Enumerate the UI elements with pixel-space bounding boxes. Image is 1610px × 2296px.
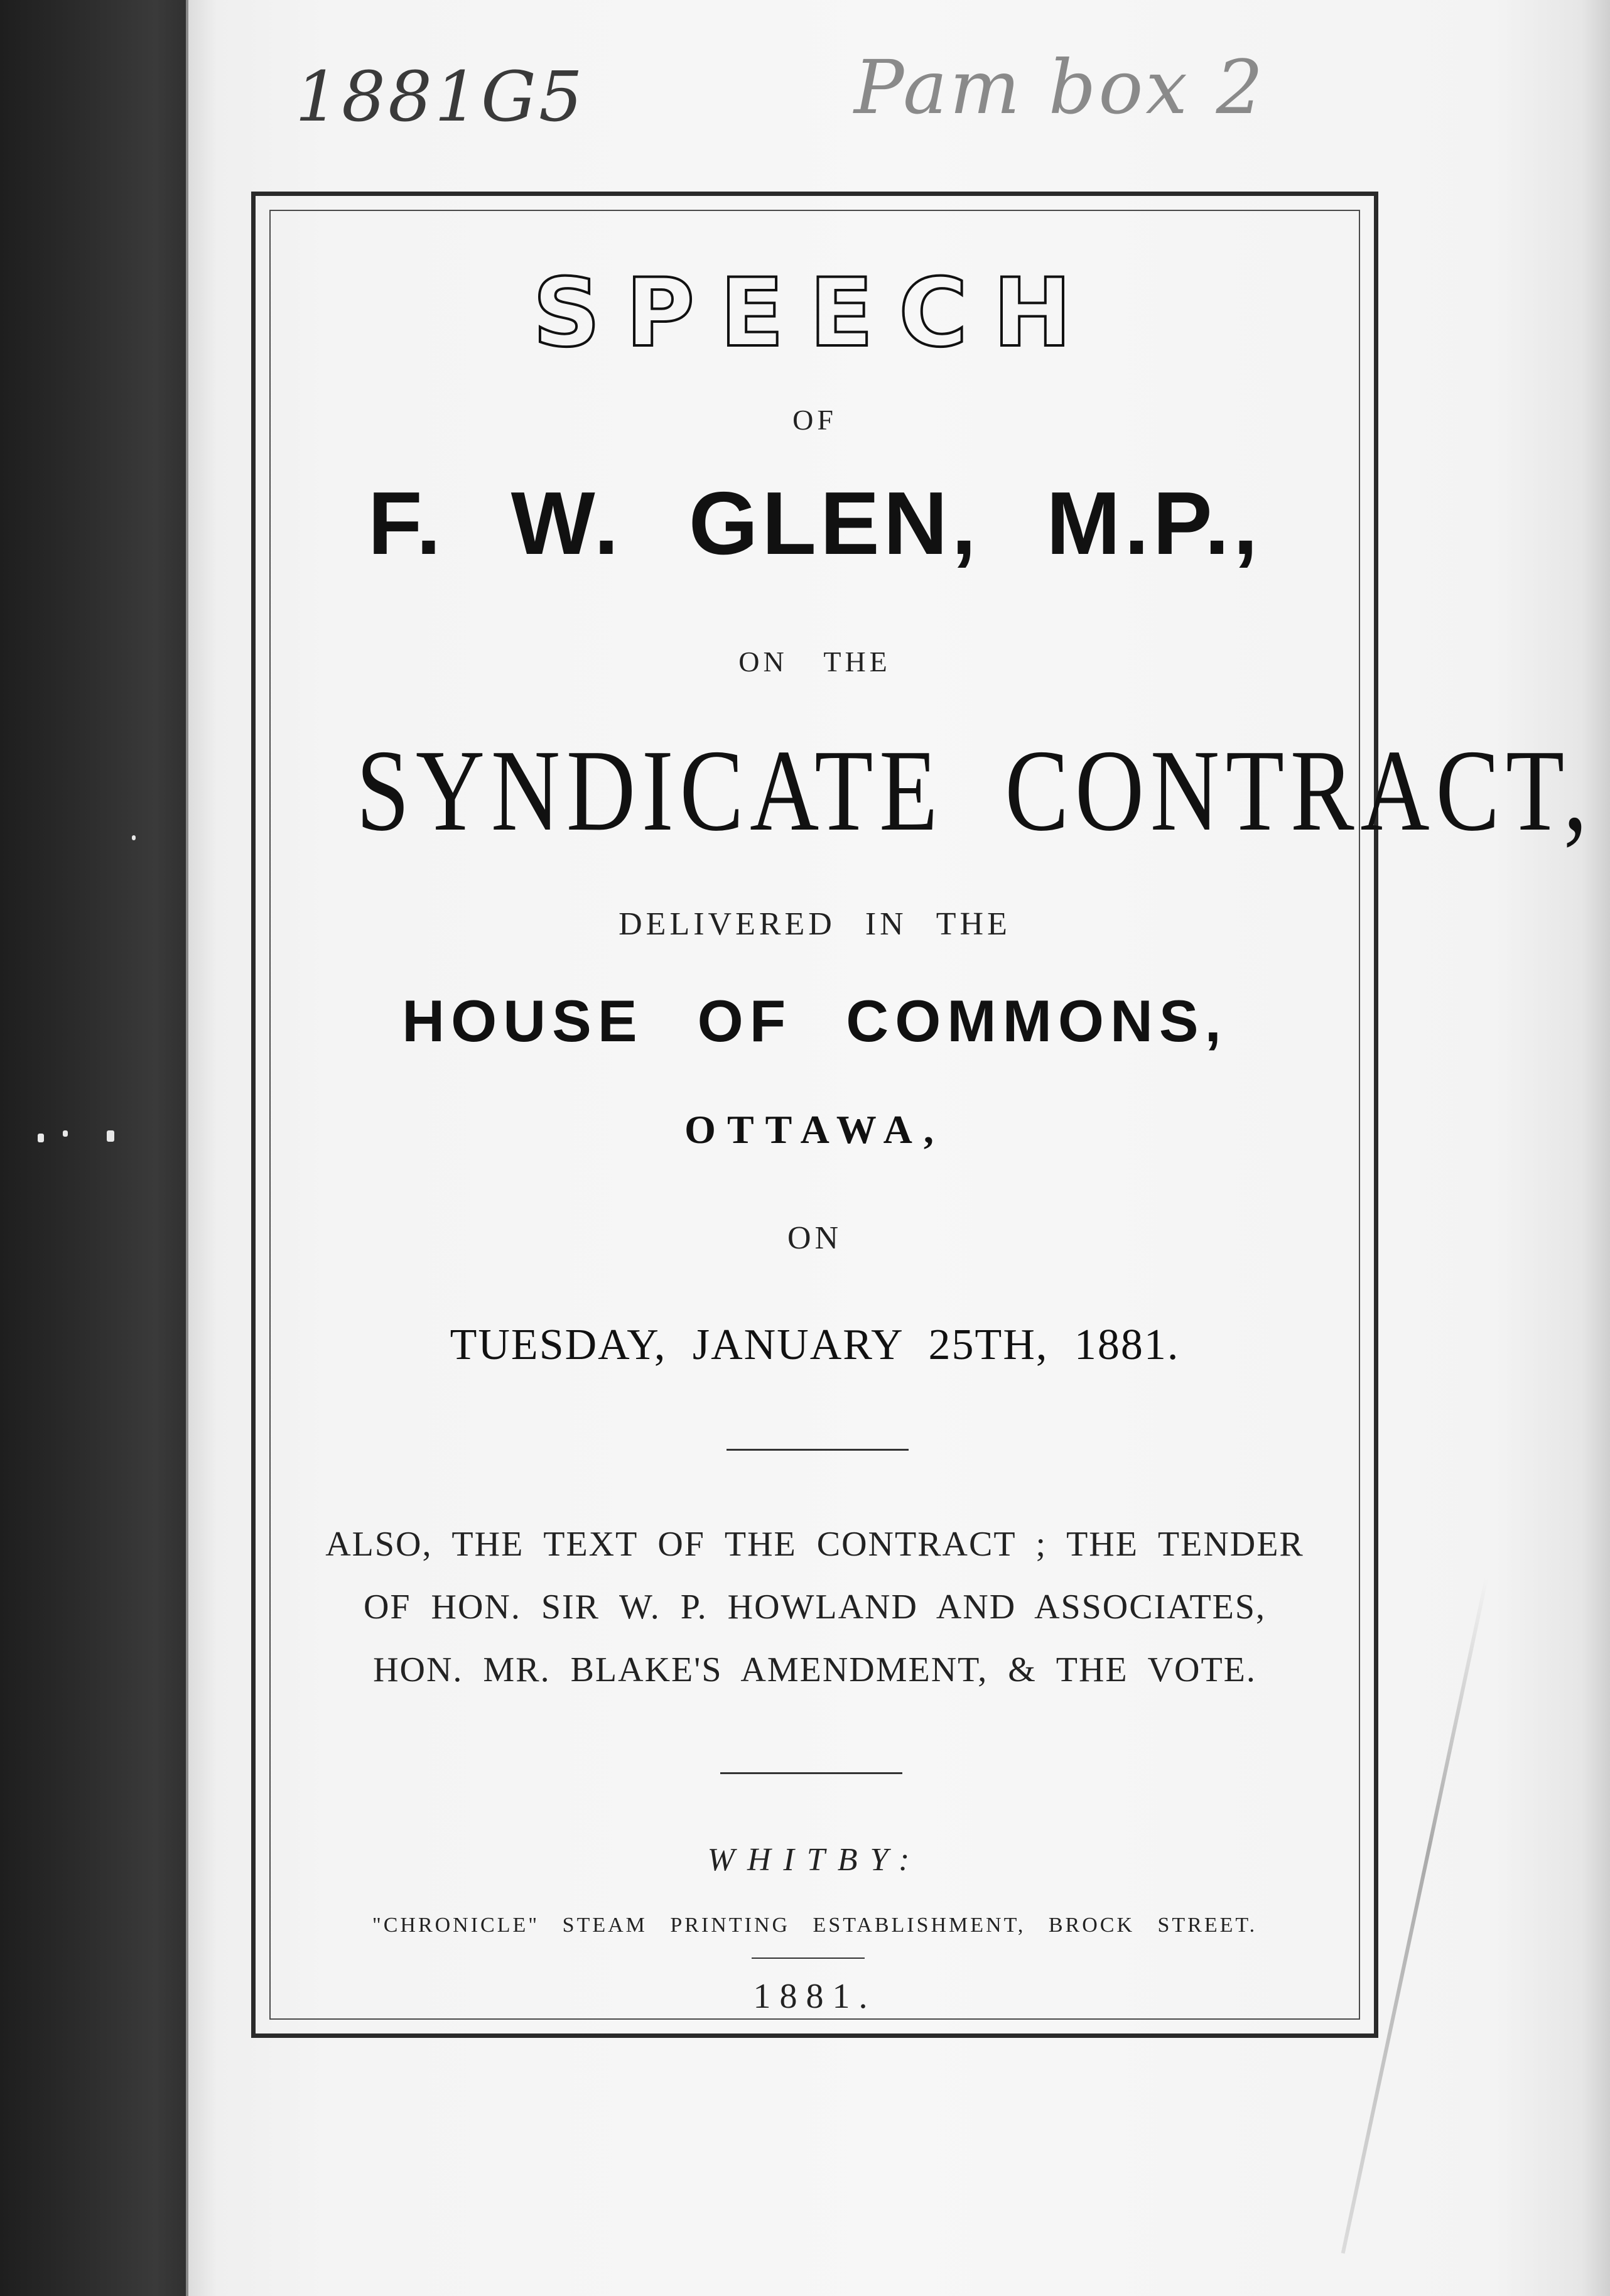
on-label: ON — [787, 1220, 843, 1256]
spine-mark — [63, 1130, 68, 1137]
divider-rule — [727, 1449, 909, 1451]
divider-rule-short — [752, 1958, 865, 1959]
title-border — [251, 192, 1594, 2038]
book-spine — [0, 0, 207, 2296]
speech-date: TUESDAY, JANUARY 25TH, 1881. — [450, 1321, 1180, 1369]
venue-title: HOUSE OF COMMONS, — [402, 988, 1228, 1054]
imprint-year: 1881. — [753, 1977, 877, 2016]
also-line: OF HON. SIR W. P. HOWLAND AND ASSOCIATES, — [363, 1588, 1267, 1627]
delivered-label: DELIVERED IN THE — [619, 906, 1011, 942]
on-the-label: ON THE — [738, 646, 891, 678]
city-label: OTTAWA, — [684, 1107, 945, 1152]
also-line: ALSO, THE TEXT OF THE CONTRACT ; THE TENDER — [325, 1525, 1304, 1564]
spine-mark — [107, 1130, 114, 1142]
divider-rule — [720, 1772, 902, 1774]
subject-title: SYNDICATE CONTRACT, — [356, 726, 1594, 855]
spine-mark — [38, 1134, 44, 1142]
catalog-number-handwritten: 1881G5 — [295, 57, 585, 137]
title-content — [256, 196, 1594, 2033]
box-note-handwritten: Pam box 2 — [854, 44, 1266, 131]
spine-mark — [132, 835, 136, 840]
imprint-place: WHITBY: — [707, 1842, 922, 1878]
heading-speech: SPEECH — [532, 259, 1097, 368]
imprint-printer: "CHRONICLE" STEAM PRINTING ESTABLISHMENT, BROCK STREET. — [372, 1914, 1258, 1937]
also-line: HON. MR. BLAKE'S AMENDMENT, & THE VOTE. — [373, 1650, 1256, 1689]
of-label: OF — [792, 404, 837, 436]
speaker-name: F. W. GLEN, M.P., — [367, 474, 1262, 573]
